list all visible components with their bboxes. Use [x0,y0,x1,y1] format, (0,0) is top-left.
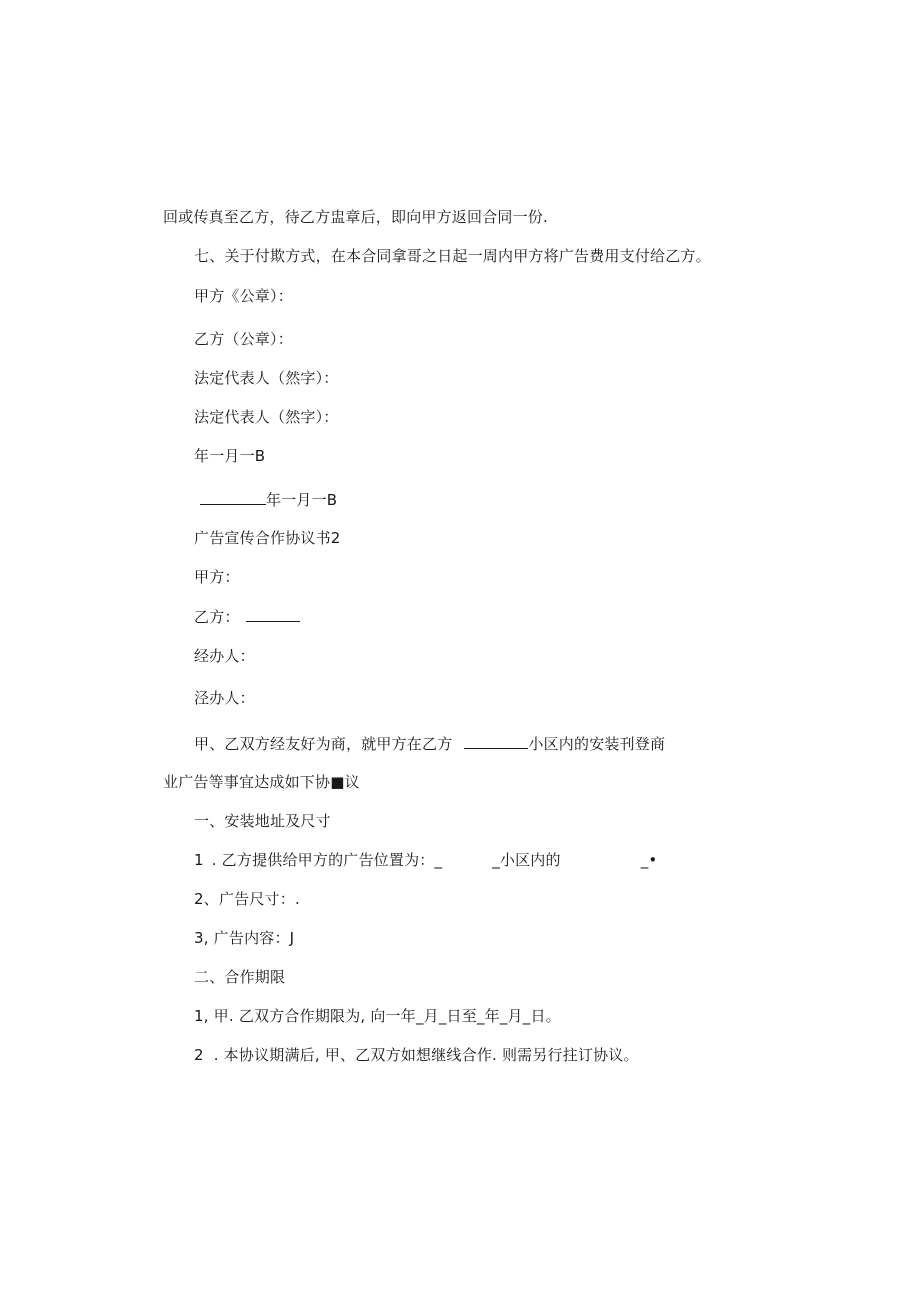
negotiation-paragraph-line2: 业广告等事宜达成如下协■议 [163,773,360,791]
clause-number-1: 1 [194,851,204,869]
party-b-seal-label: 乙方（公章）： [194,330,293,348]
date-blank-underline [200,489,266,505]
party-a-seal-label: 甲方《公章）： [194,287,293,305]
clause-cooperation-period: 1, 甲. 乙双方合作期限为, 向一年_月_日至_年_月_日。 [194,1007,561,1025]
clause-renewal-text: . 本协议期满后, 甲、乙双方如想继线合作. 则需另行拄订协议。 [213,1046,639,1064]
clause-ad-position-text-a: . 乙方提供给甲方的广告位置为：_ [211,851,443,869]
party-b-blank-underline [246,606,300,622]
negotiation-text-b: 小区内的安装刊登商 [528,735,666,753]
clause-renewal [194,1045,639,1065]
party-b-line [194,606,300,627]
text-line-payment-return: 回或传真至乙方，待乙方盅章后，即向甲方返回合同一份. [163,208,548,226]
party-a-label: 甲方： [194,568,240,586]
date-line-a: 年一月一B [194,447,266,465]
text-line-payment-method: 七、关于付欺方式，在本合同拿哥之日起一周内甲方将广告费用支付给乙方。 [194,247,711,265]
party-b-label: 乙方： [194,608,240,626]
section-heading-term: 二、合作期限 [194,968,286,986]
clause-ad-content: 3, 广告内容：J [194,929,295,947]
handler-a-label: 经办人： [194,647,255,665]
date-line-b-text: 年一月一B [266,491,338,509]
clause-ad-position-text-b: _小区内的 [492,851,561,869]
legal-rep-signature-a: 法定代表人（然字）： [194,369,339,387]
negotiation-text-a: 甲、乙双方经友好为商，就甲方在乙方 [194,735,453,753]
handler-b-label: 泾办人： [194,689,255,707]
clause-number-2: 2 [194,1046,204,1064]
date-line-b [200,489,337,510]
clause-ad-position [194,850,657,870]
clause-ad-position-text-c: _• [640,851,658,869]
section-heading-location: 一、安装地址及尺寸 [194,812,331,830]
clause-ad-size: 2、广告尺寸：. [194,890,300,908]
negotiation-paragraph-line1 [194,733,665,754]
agreement-title: 广告宣传合作协议书2 [194,529,341,547]
community-blank-underline [464,733,528,749]
legal-rep-signature-b: 法定代表人（然字）： [194,408,339,426]
